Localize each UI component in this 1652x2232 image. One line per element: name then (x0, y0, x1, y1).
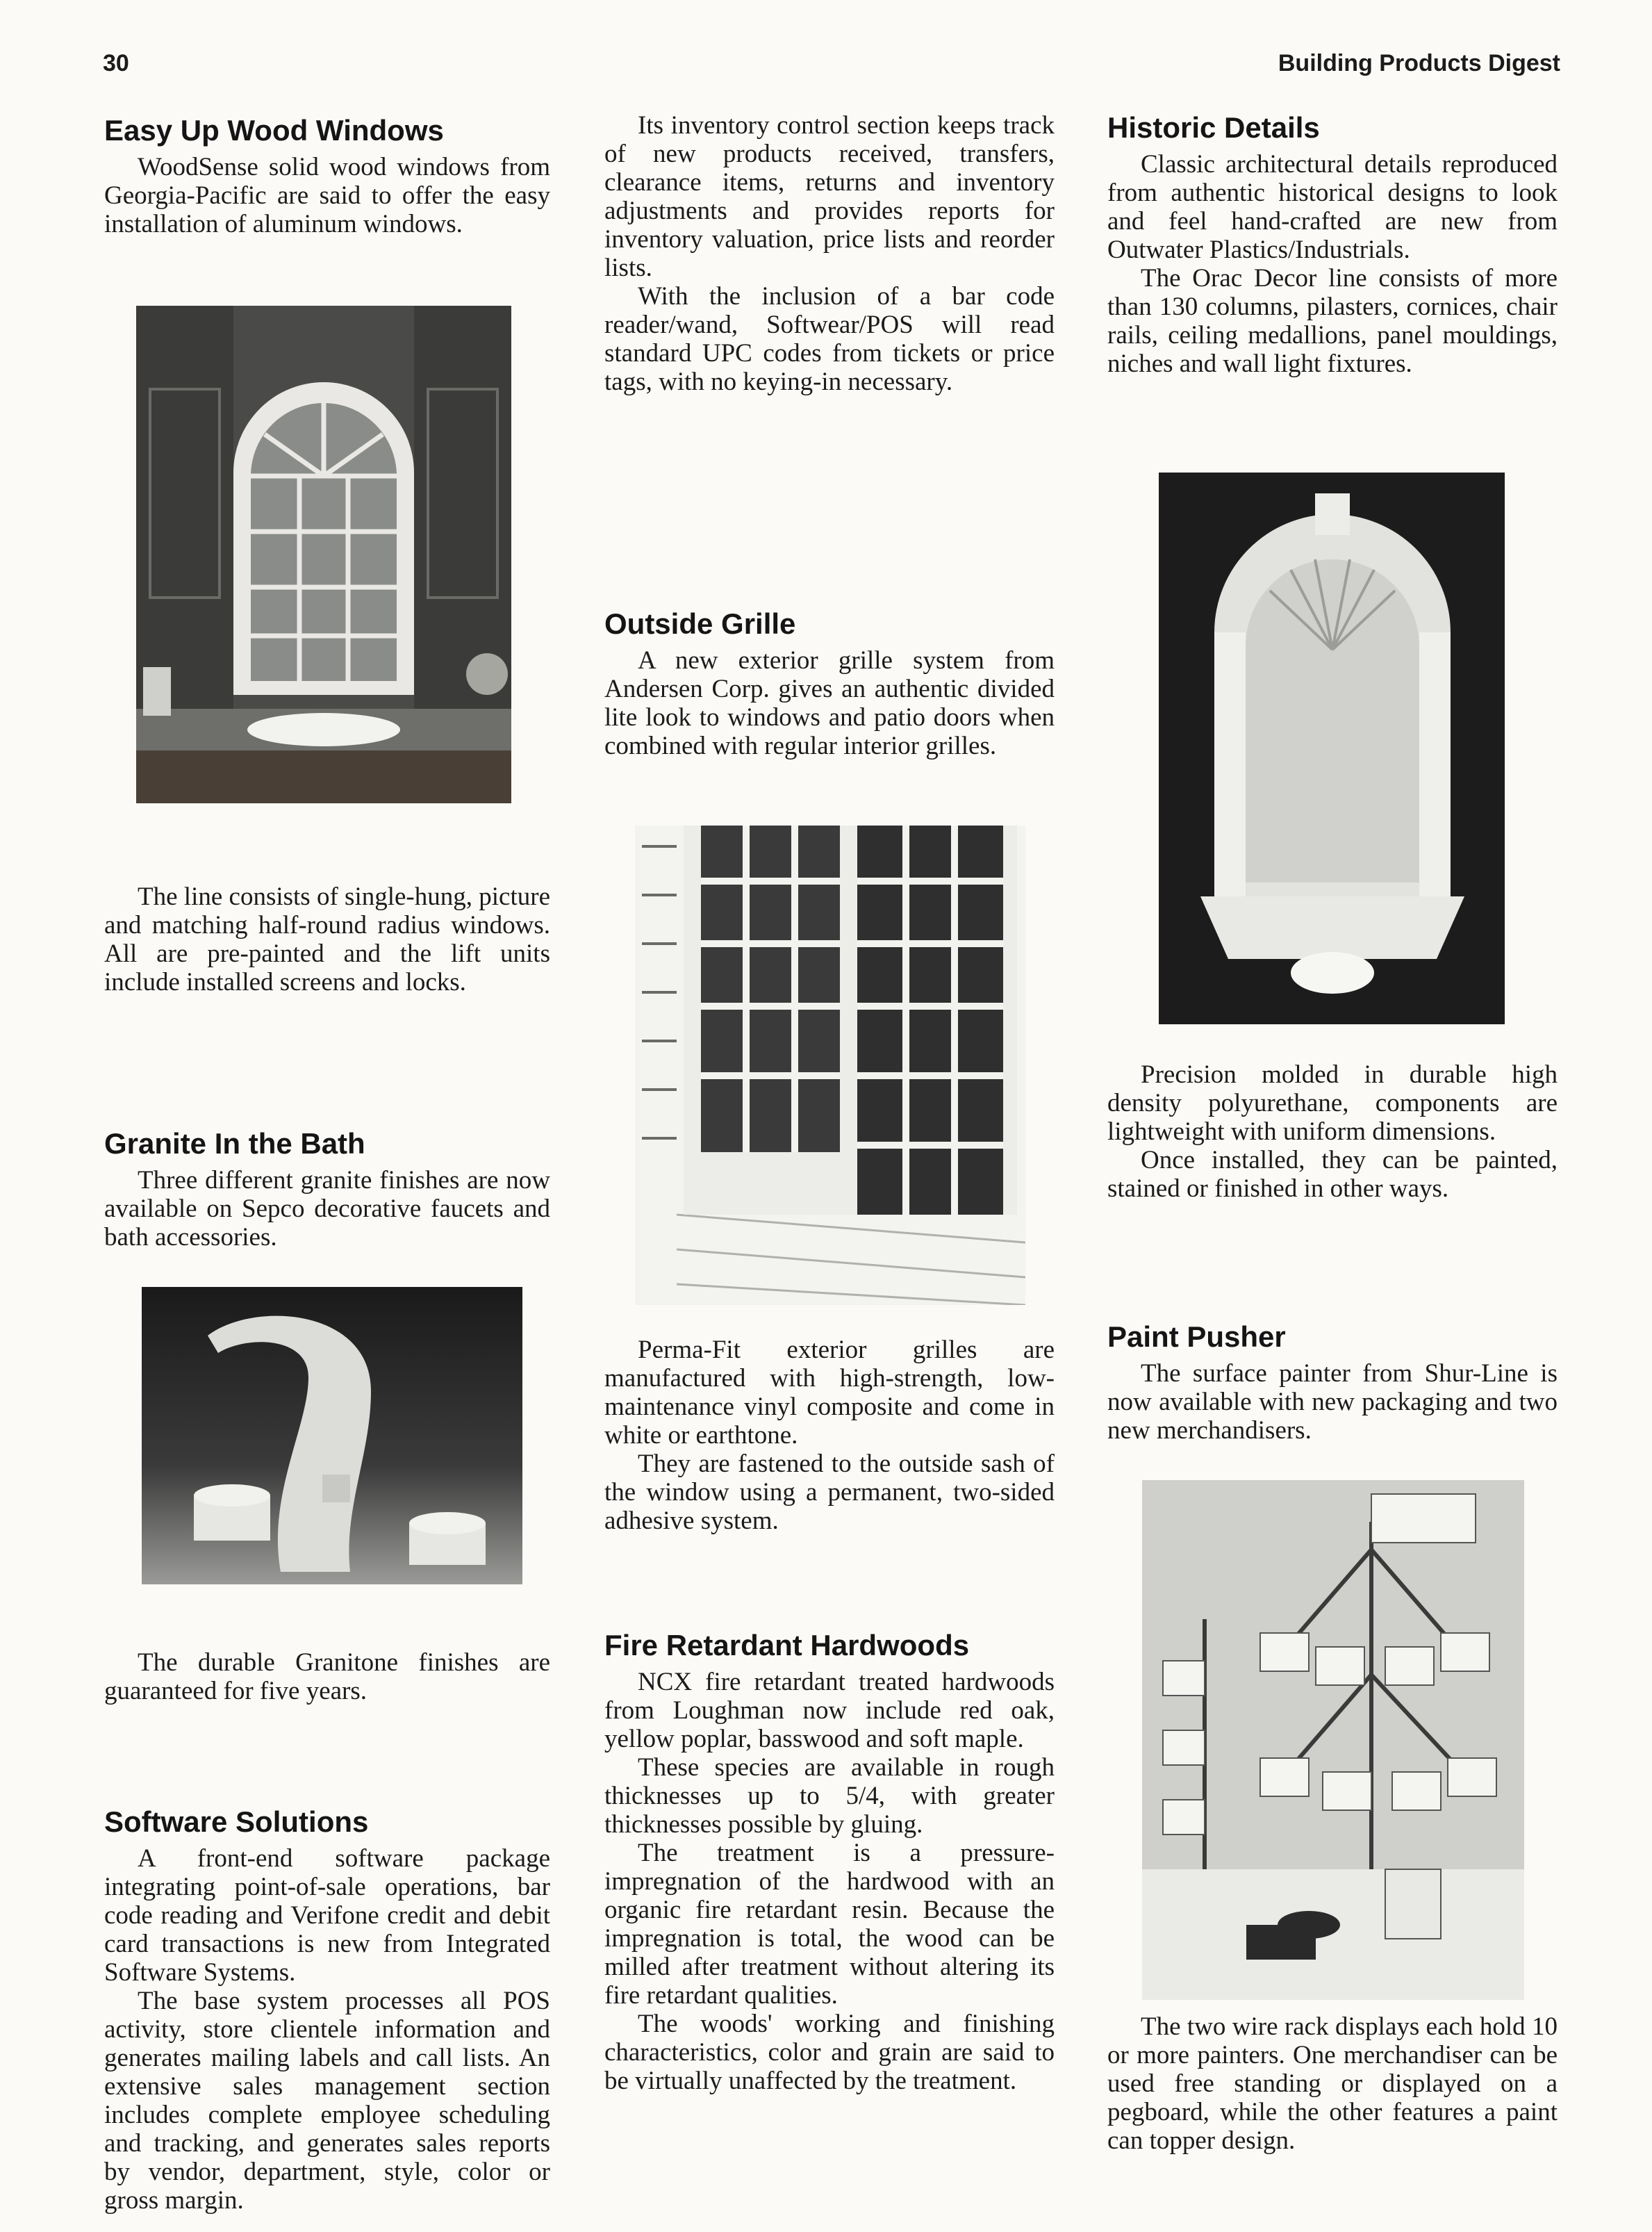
article-title: Paint Pusher (1107, 1320, 1286, 1353)
article-paragraph: Its inventory control section keeps track of new products received, transfers, clearance items, returns and inventory adjustments and provides reports for inventory valuation, price lists and reorder lists. (604, 111, 1055, 282)
article-wood-windows (104, 114, 550, 238)
article-software-cont (604, 111, 1055, 396)
wood-window-photo (136, 306, 511, 803)
article-outside-grille (604, 607, 1055, 760)
article-paragraph: With the inclusion of a bar code reader/wand, Softwear/POS will read standard UPC codes from tickets or price tags, with no keying-in necessary. (604, 282, 1055, 396)
article-paint-pusher (1107, 1320, 1558, 1445)
article-historic-cont (1107, 1060, 1558, 1203)
article-title: Easy Up Wood Windows (104, 114, 444, 147)
article-software (104, 1805, 550, 2215)
article-paragraph: The Orac Decor line consists of more than 130 columns, pilasters, cornices, chair rails, ceiling medallions, panel mouldings, niches and wall light fixtures. (1107, 264, 1558, 378)
page-number: 30 (103, 50, 129, 76)
article-paragraph: The woods' working and finishing characteristics, color and grain are said to be virtually unaffected by the treatment. (604, 2010, 1055, 2095)
article-paint-pusher-cont (1107, 2012, 1558, 2155)
granite-faucet-photo (142, 1287, 522, 1584)
publication-title: Building Products Digest (1278, 50, 1560, 76)
article-paragraph: The treatment is a pressure-impregnation of the hardwood with an organic fire retardant resin. Because the impregnation is total, the wood can be milled after treatment without altering its fire retardant qualities. (604, 1839, 1055, 2010)
article-paragraph: Once installed, they can be painted, stained or finished in other ways. (1107, 1146, 1558, 1203)
article-paragraph: Precision molded in durable high density polyurethane, components are lightweight with uniform dimensions. (1107, 1060, 1558, 1146)
article-paragraph: These species are available in rough thicknesses up to 5/4, with greater thicknesses possible by gluing. (604, 1753, 1055, 1839)
article-fire-retardant (604, 1629, 1055, 2095)
article-title: Granite In the Bath (104, 1127, 365, 1160)
article-paragraph: Three different granite finishes are now available on Sepco decorative faucets and bath accessories. (104, 1166, 550, 1252)
article-paragraph: The durable Granitone finishes are guaranteed for five years. (104, 1648, 550, 1705)
article-granite-bath-cont (104, 1648, 550, 1705)
article-outside-grille-cont (604, 1336, 1055, 1535)
article-paragraph: A new exterior grille system from Andersen Corp. gives an authentic divided lite look to windows and patio doors when combined with regular interior grilles. (604, 646, 1055, 760)
article-paragraph: The surface painter from Shur-Line is now available with new packaging and two new merchandisers. (1107, 1359, 1558, 1445)
article-title: Outside Grille (604, 607, 796, 640)
article-title: Fire Retardant Hardwoods (604, 1629, 970, 1661)
article-title: Historic Details (1107, 111, 1320, 144)
article-title: Software Solutions (104, 1805, 369, 1838)
niche-photo (1159, 473, 1505, 1024)
article-historic (1107, 111, 1558, 378)
article-paragraph: Perma-Fit exterior grilles are manufactured with high-strength, low-maintenance vinyl composite and come in white or earthtone. (604, 1336, 1055, 1450)
article-paragraph: The base system processes all POS activity, store clientele information and generates mailing labels and call lists. An extensive sales management section includes complete employee scheduling and tracking, and generates sales reports by vendor, department, style, color or gross margin. (104, 1987, 550, 2215)
exterior-grille-photo (635, 826, 1025, 1305)
article-paragraph: NCX fire retardant treated hardwoods from Loughman now include red oak, yellow poplar, basswood and soft maple. (604, 1668, 1055, 1753)
article-paragraph: A front-end software package integrating point-of-sale operations, bar code reading and Verifone credit and debit card transactions is new from Integrated Software Systems. (104, 1844, 550, 1987)
article-paragraph: The two wire rack displays each hold 10 or more painters. One merchandiser can be used free standing or displayed on a pegboard, while the other features a paint can topper design. (1107, 2012, 1558, 2155)
paint-rack-photo (1142, 1480, 1524, 2000)
article-paragraph: Classic architectural details reproduced from authentic historical designs to look and feel hand-crafted are new from Outwater Plastics/Industrials. (1107, 150, 1558, 264)
article-paragraph: The line consists of single-hung, picture and matching half-round radius windows. All are pre-painted and the lift units include installed screens and locks. (104, 883, 550, 996)
article-paragraph: WoodSense solid wood windows from Georgia-Pacific are said to offer the easy installation of aluminum windows. (104, 153, 550, 238)
article-wood-windows-cont (104, 883, 550, 996)
article-paragraph: They are fastened to the outside sash of the window using a permanent, two-sided adhesive system. (604, 1450, 1055, 1535)
article-granite-bath (104, 1127, 550, 1252)
